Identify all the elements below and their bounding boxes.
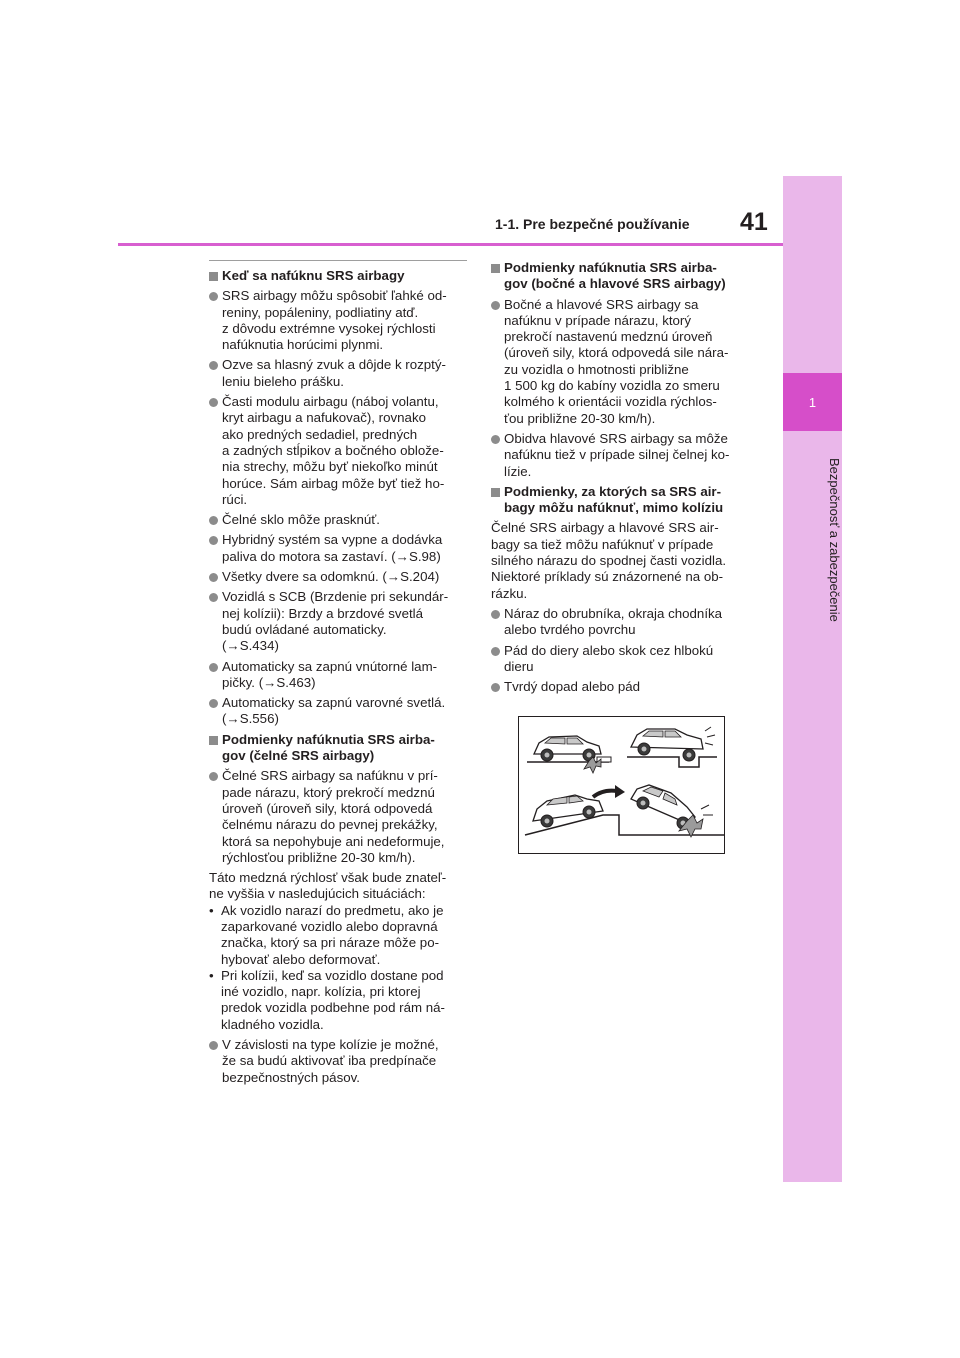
list-item-text: SRS airbagy môžu spôsobiť ľahké od- reniny, popáleniny, podliatiny atď. z dôvodu extrémne vysokej rýchlosti nafúknutia horúcimi plynmi. [222,288,447,353]
sub-list-item [209,903,467,968]
illustration-figure [518,716,725,854]
square-bullet-icon [491,488,500,497]
side-tab [783,176,842,1182]
list-item-text: Čelné sklo môže prasknúť. [222,512,380,528]
list-item [209,512,467,528]
car-jumping-landing-icon [525,785,724,837]
list-item-text: V závislosti na type kolízie je možné, že sa budú aktivovať iba predpínače bezpečnostných pásov. [222,1037,439,1085]
list-item-text: Náraz do obrubníka, okraja chodníka alebo tvrdého povrchu [504,605,723,638]
page-number: 41 [740,208,768,236]
heading-text: Keď sa nafúknu SRS airbagy [222,268,405,283]
circle-bullet-icon [209,516,218,525]
list-item-text: Obidva hlavové SRS airbagy sa môže nafúknu tiež v prípade silnej čelnej ko- lízie. [504,430,730,479]
heading-non-collision-conditions [491,484,749,517]
heading-airbag-deploy [209,268,467,284]
list-item-text: Automaticky sa zapnú vnútorné lam- pičky. (→S.463) [222,658,438,690]
list-item [491,679,749,695]
list-item [209,288,467,353]
circle-bullet-icon [209,663,218,672]
circle-bullet-icon [491,683,500,692]
circle-bullet-icon [209,573,218,582]
heading-text: Podmienky nafúknutia SRS airba- gov (čelné SRS airbagy) [222,731,435,764]
paragraph: Táto medzná rýchlosť však bude znateľ- ne vyššia v nasledujúcich situáciách: [209,870,447,902]
list-item [491,606,749,639]
circle-bullet-icon [491,610,500,619]
list-item-text: Tvrdý dopad alebo pád [504,679,641,695]
circle-bullet-icon [209,292,218,301]
heading-side-airbag-conditions [491,260,749,293]
sub-list-item [209,968,467,1033]
paragraph: Čelné SRS airbagy a hlavové SRS air- bagy sa tiež môžu nafúknuť v prípade silného nárazu do spodnej časti vozidla. Niektoré príklady sú znázornené na ob- rázku. [491,520,727,601]
section-title: 1-1. Pre bezpečné používanie [495,216,690,232]
list-item [491,431,749,480]
heading-front-airbag-conditions [209,732,467,765]
list-item-text: Vozidlá s SCB (Brzdenie pri sekundár- nej kolízii): Brzdy a brzdové svetlá budú ovládané automaticky. (→S.434) [222,589,449,654]
right-column [491,260,749,699]
list-item [209,1037,467,1086]
circle-bullet-icon [209,398,218,407]
list-item [209,768,467,866]
heading-rule [209,260,467,261]
left-column [209,260,467,1090]
list-item [209,659,467,692]
heading-text: Podmienky nafúknutia SRS airba- gov (bočné a hlavové SRS airbagy) [504,260,726,292]
circle-bullet-icon [209,1041,218,1050]
list-item [209,695,467,728]
list-item-text: Ozve sa hlasný zvuk a dôjde k rozptý- leniu bieleho prášku. [222,357,446,389]
chapter-title-vertical [783,440,842,640]
circle-bullet-icon [209,699,218,708]
circle-bullet-icon [491,435,500,444]
motion-arrow-icon [593,785,625,798]
list-item [209,589,467,654]
circle-bullet-icon [491,301,500,310]
list-item [209,569,467,585]
circle-bullet-icon [491,647,500,656]
list-item [209,532,467,565]
dot-marker: • [209,902,214,918]
car-hitting-curb-icon [527,736,611,773]
illustration-svg [519,717,724,853]
list-item-text: Všetky dvere sa odomknú. (→S.204) [222,569,440,585]
dot-marker: • [209,967,214,983]
car-falling-into-hole-icon [627,727,717,767]
chapter-title-text: Bezpečnosť a zabezpečenie [827,458,842,622]
list-item-text: Pád do diery alebo skok cez hlbokú dieru [504,642,714,674]
list-item-text: Hybridný systém sa vypne a dodávka paliva do motora sa zastaví. (→S.98) [222,532,443,564]
sub-list-text: Pri kolízii, keď sa vozidlo dostane pod iné vozidlo, napr. kolízia, pri ktorej predok vozidla podbehne pod rám ná- kladného vozidla. [221,967,445,1032]
list-item [209,357,467,390]
list-item-text: Čelné SRS airbagy sa nafúknu v prí- pade nárazu, ktorý prekročí medznú úroveň (úroveň sily, ktorá odpovedá čelnému nárazu do pevnej prekážky, ktorá sa nepohybuje ani nedeformuje, rýchlosťou približne 20-30 km/h). [222,768,445,865]
square-bullet-icon [209,272,218,281]
circle-bullet-icon [209,536,218,545]
circle-bullet-icon [209,593,218,602]
heading-text: Podmienky, za ktorých sa SRS air- bagy môžu nafúknuť, mimo kolíziu [504,483,724,516]
square-bullet-icon [491,264,500,273]
sub-list-text: Ak vozidlo narazí do predmetu, ako je zaparkované vozidlo alebo dopravná značka, ktorý sa pri náraze môže po- hybovať alebo deformovať. [221,902,444,967]
header-accent-line [118,243,783,246]
list-item [209,394,467,508]
circle-bullet-icon [209,361,218,370]
circle-bullet-icon [209,772,218,781]
chapter-number: 1 [808,394,817,410]
list-item-text: Časti modulu airbagu (náboj volantu, kryt airbagu a nafukovač), rovnako ako predných sedadiel, predných a zadných stĺpikov a bočného oblože- nia strechy, môžu byť niekoľko minút horúce. Sám airbag môže byť tiež ho- rúci. [222,394,445,507]
list-item [491,643,749,676]
list-item-text: Bočné a hlavové SRS airbagy sa nafúknu v prípade nárazu, ktorý prekročí nastavenú medznú úroveň (úroveň sily, ktorá odpovedá sile nára- zu vozidla o hmotnosti približne 1 500 kg do kabíny vozidla zo smeru kolmého k orientácii vozidla rýchlos- ťou približne 20-30 km/h). [504,296,729,426]
chapter-number-box[interactable] [783,373,842,431]
list-item [491,297,749,427]
list-item-text: Automaticky sa zapnú varovné svetlá. (→S.556) [222,695,446,727]
square-bullet-icon [209,736,218,745]
